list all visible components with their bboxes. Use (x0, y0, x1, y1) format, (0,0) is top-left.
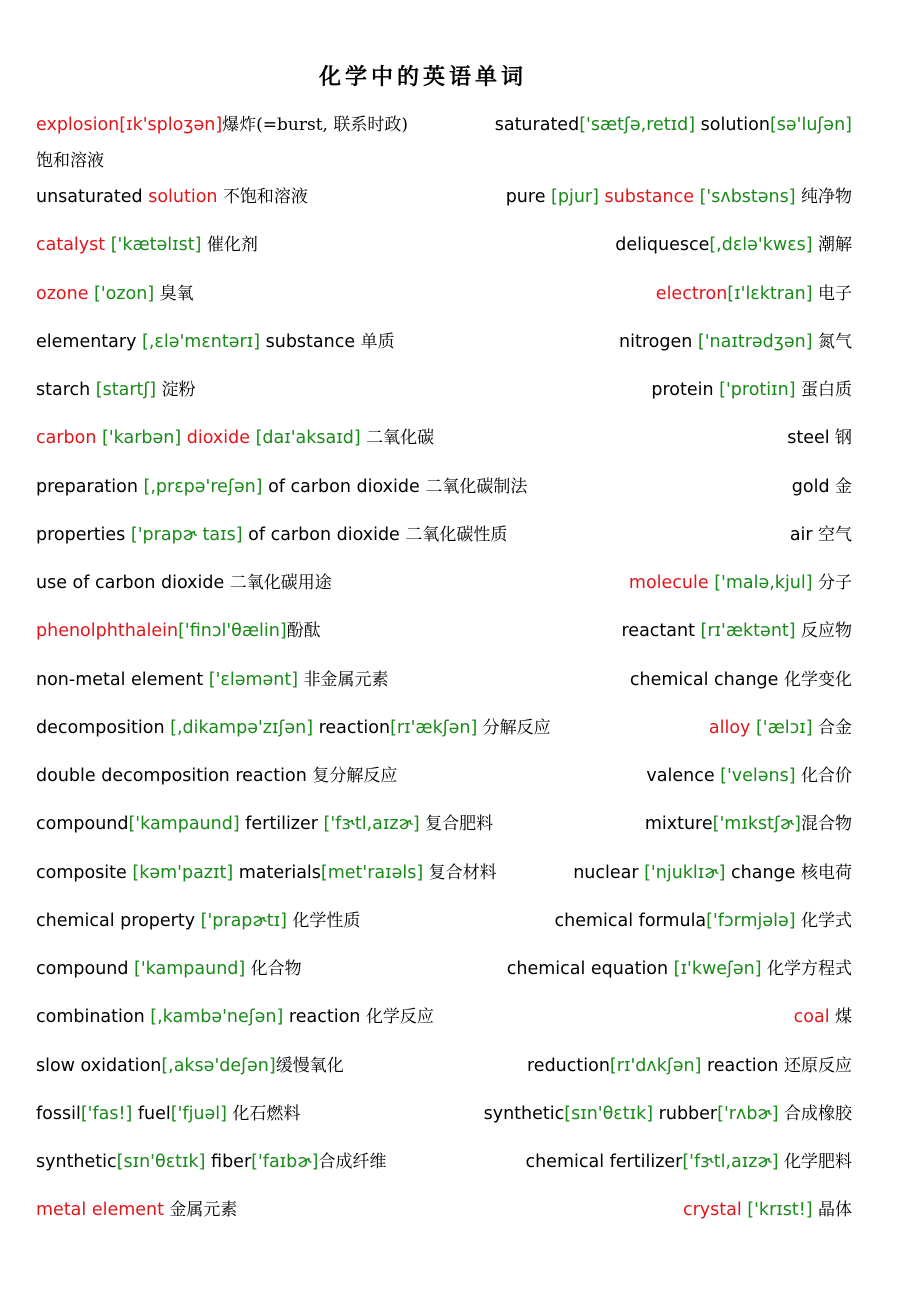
english-term: change (725, 862, 801, 883)
chinese-meaning: 化学方程式 (761, 959, 852, 979)
english-term: slow oxidation (36, 1055, 162, 1076)
phonetic-text: [sɪn'θɛtɪk] (116, 1152, 206, 1172)
chinese-meaning: 金属元素 (164, 1200, 238, 1221)
english-term: fiber (205, 1152, 252, 1172)
english-term: decomposition (36, 717, 171, 738)
english-term: compound (36, 814, 129, 835)
chinese-meaning: 二氧化碳用途 (229, 573, 332, 593)
english-term: solution (695, 115, 770, 135)
page-title: 化学中的英语单词 (318, 64, 527, 90)
chinese-meaning: 单质 (360, 331, 395, 352)
english-term: reduction (527, 1055, 610, 1076)
phonetic-text: [,ɛlə'mɛntərɪ] (142, 331, 261, 352)
chinese-meaning: 合成纤维 (318, 1152, 387, 1172)
vocab-entry-right (787, 427, 852, 449)
english-term: reaction (313, 717, 391, 738)
chinese-meaning: 蛋白质 (795, 380, 852, 400)
english-term: reaction (283, 1007, 366, 1028)
phonetic-text: ['fjuəl] (170, 1103, 227, 1124)
english-term: chemical equation (506, 959, 674, 979)
english-term: of carbon dioxide (262, 476, 426, 497)
chinese-meaning: 合金 (812, 717, 852, 738)
english-term: of carbon dioxide (242, 524, 406, 545)
chinese-meaning: 合成橡胶 (778, 1103, 852, 1124)
english-term: double decomposition reaction (36, 766, 313, 786)
english-term: air (789, 524, 813, 545)
chinese-meaning: 钢 (829, 428, 852, 449)
phonetic-text: ['njuklɪɚ] (644, 862, 726, 883)
vocab-entry-left (36, 1055, 344, 1077)
phonetic-text: ['protiɪn] (719, 380, 796, 400)
vocab-entry-right (709, 717, 852, 739)
vocab-entry-left (36, 150, 104, 172)
phonetic-text: [,dɛlə'kwɛs] (709, 235, 813, 256)
phonetic-text: [rɪ'ækʃən] (390, 717, 478, 738)
phonetic-text: ['faɪbɚ] (251, 1152, 319, 1172)
vocab-entry-right (683, 1199, 852, 1221)
phonetic-text: [daɪ'aksaɪd] (250, 428, 361, 449)
vocab-entry-right (794, 1006, 852, 1028)
phonetic-text: ['malə,kjul] (708, 573, 813, 593)
chinese-meaning: 反应物 (795, 621, 852, 642)
english-term: explosion (36, 115, 120, 135)
english-term: composite (36, 862, 133, 883)
english-term: chemical fertilizer (525, 1152, 683, 1172)
chinese-meaning: 二氧化碳 (360, 428, 435, 449)
vocab-entry-right (792, 476, 852, 498)
phonetic-text: [rɪ'dʌkʃən] (609, 1055, 702, 1076)
phonetic-text: ['kampaund] (134, 959, 246, 979)
phonetic-text: ['karbən] (96, 428, 182, 449)
vocab-entry-right (645, 813, 852, 835)
phonetic-text: ['veləns] (720, 766, 796, 786)
phonetic-text: ['prapɚ taɪs] (130, 524, 243, 545)
english-term: properties (36, 524, 131, 545)
vocab-entry-left (36, 234, 258, 256)
vocab-entry-left (36, 1103, 300, 1125)
chinese-meaning: 化学性质 (286, 910, 361, 931)
phonetic-text: [sɪn'θɛtɪk] (564, 1103, 654, 1124)
vocab-entry-left (36, 427, 434, 449)
english-term: dioxide (181, 428, 250, 449)
vocab-entry-left (36, 186, 308, 208)
chinese-meaning: 晶体 (812, 1200, 852, 1221)
vocab-entry-left (36, 1199, 237, 1221)
chinese-meaning: 化学反应 (365, 1007, 434, 1028)
vocab-entry-right (506, 186, 852, 208)
phonetic-text: ['ozon] (88, 283, 155, 304)
vocab-entry-right (656, 283, 852, 305)
vocab-entry-left (36, 765, 397, 787)
english-term: starch (36, 380, 96, 400)
phonetic-text: ['fɝtl,aɪzɚ] (682, 1152, 779, 1172)
vocab-entry-right (651, 379, 852, 401)
english-term: chemical change (629, 669, 784, 690)
vocab-entry-left (36, 910, 360, 932)
english-term: nuclear (573, 862, 645, 883)
phonetic-text: ['sʌbstəns] (694, 187, 796, 207)
english-term: compound (36, 959, 135, 979)
vocab-entry-right (622, 620, 853, 642)
english-term: synthetic (483, 1103, 565, 1124)
vocab-entry-left (36, 476, 527, 498)
english-term: phenolphthalein (36, 621, 179, 642)
english-term: crystal (682, 1200, 742, 1221)
english-term: synthetic (36, 1152, 117, 1172)
english-term: alloy (708, 717, 751, 738)
vocab-entry-left (36, 283, 194, 305)
english-term: chemical property (36, 910, 201, 931)
phonetic-text: ['prapɚtɪ] (200, 910, 287, 931)
chinese-meaning: 核电荷 (801, 862, 852, 883)
english-term: steel (787, 428, 830, 449)
english-term: use of carbon dioxide (36, 573, 230, 593)
phonetic-text: ['fas!] (80, 1103, 133, 1124)
vocab-entry-right (573, 862, 852, 884)
chinese-meaning: 非金属元素 (298, 669, 389, 690)
english-term: ozone (36, 283, 89, 304)
vocab-entry-right (646, 765, 852, 787)
chinese-meaning: 复分解反应 (312, 766, 398, 786)
chinese-meaning: 空气 (812, 524, 852, 545)
chinese-meaning: 分子 (812, 573, 852, 593)
vocab-entry-right (615, 234, 852, 256)
chinese-meaning: 催化剂 (201, 235, 258, 256)
chinese-meaning: 氮气 (812, 331, 852, 352)
vocab-entry-left (36, 572, 332, 594)
english-term: mixture (644, 814, 713, 835)
chinese-meaning: 潮解 (812, 235, 852, 256)
english-term: substance (260, 331, 361, 352)
phonetic-text: ['finɔl'θælin] (178, 621, 287, 642)
english-term: nitrogen (619, 331, 698, 352)
english-term: molecule (628, 573, 709, 593)
phonetic-text: ['rʌbɚ] (717, 1103, 779, 1124)
chinese-meaning: 淀粉 (156, 380, 196, 400)
phonetic-text: ['fɝtl,aɪzɚ] (323, 814, 420, 835)
chinese-meaning: 化合物 (245, 959, 302, 979)
chinese-meaning: 化学式 (795, 910, 852, 931)
english-term: catalyst (36, 235, 106, 256)
english-term: rubber (653, 1103, 718, 1124)
vocab-entry-left (36, 958, 302, 980)
english-term: metal element (36, 1200, 164, 1221)
phonetic-text: [,prɛpə'reʃən] (143, 476, 263, 497)
english-term: coal (793, 1007, 830, 1028)
phonetic-text: ['mɪkstʃɚ] (712, 814, 801, 835)
chinese-meaning: 二氧化碳性质 (405, 524, 508, 545)
phonetic-text: ['krɪst!] (741, 1200, 813, 1221)
english-term: unsaturated (36, 187, 149, 207)
chinese-meaning: 化石燃料 (226, 1103, 301, 1124)
english-term: gold (791, 476, 830, 497)
english-term: protein (651, 380, 720, 400)
english-term: pure (505, 187, 552, 207)
chinese-meaning: 酚酞 (286, 621, 321, 642)
phonetic-text: ['sætʃə,retɪd] (579, 115, 696, 135)
english-term: fossil (36, 1103, 81, 1124)
phonetic-text: [pjur] (551, 187, 599, 207)
phonetic-text: [ɪ'kweʃən] (673, 959, 762, 979)
vocab-entry-right (527, 1055, 852, 1077)
english-term: solution (148, 187, 218, 207)
vocab-entry-right (525, 1151, 852, 1173)
chinese-meaning: 分解反应 (477, 717, 551, 738)
chinese-meaning: 化合价 (795, 766, 852, 786)
english-term: fuel (132, 1103, 171, 1124)
vocab-entry-right (555, 910, 852, 932)
vocab-entry-right (629, 572, 852, 594)
chinese-meaning: 化学变化 (784, 669, 852, 690)
chinese-meaning: 复合材料 (423, 862, 497, 883)
english-term: [ɪk'sploʒən] (119, 115, 223, 135)
vocab-entry-right (507, 958, 852, 980)
vocab-entry-left (36, 114, 408, 136)
vocab-entry-left (36, 1151, 386, 1173)
english-term: substance (598, 187, 695, 207)
vocab-entry-left (36, 1006, 434, 1028)
phonetic-text: [met'raɪəls] (320, 862, 424, 883)
phonetic-text: [rɪ'æktənt] (700, 621, 796, 642)
english-term: reaction (701, 1055, 784, 1076)
english-term: elementary (36, 331, 142, 352)
phonetic-text: [kəm'pazɪt] (132, 862, 234, 883)
english-term: fertilizer (239, 814, 324, 835)
english-term: combination (36, 1007, 151, 1028)
english-term: preparation (36, 476, 144, 497)
chinese-meaning: 还原反应 (784, 1055, 852, 1076)
phonetic-text: [ɪ'lɛktran] (727, 283, 813, 304)
vocab-entry-right (484, 1103, 852, 1125)
vocab-entry-right (495, 114, 852, 136)
english-term: carbon (36, 428, 97, 449)
english-term: materials (233, 862, 321, 883)
vocab-entry-left (36, 620, 321, 642)
phonetic-text: [sə'luʃən] (769, 115, 852, 135)
chinese-meaning: 煤 (829, 1007, 852, 1028)
english-term: deliquesce (615, 235, 710, 256)
vocab-entry-right (630, 669, 852, 691)
phonetic-text: [,dikampə'zɪʃən] (170, 717, 314, 738)
chinese-meaning: 金 (829, 476, 852, 497)
vocab-entry-left (36, 862, 497, 884)
phonetic-text: [,aksə'deʃən] (161, 1055, 276, 1076)
vocab-entry-left (36, 524, 507, 546)
english-term: saturated (494, 115, 580, 135)
chinese-meaning: 爆炸(=burst, 联系时政) (222, 115, 408, 135)
phonetic-text: [startʃ] (95, 380, 157, 400)
chinese-meaning: 化学肥料 (778, 1152, 852, 1172)
chinese-meaning: 电子 (812, 283, 852, 304)
vocab-entry-left (36, 379, 196, 401)
phonetic-text: ['fɔrmjələ] (706, 910, 796, 931)
chinese-meaning: 二氧化碳制法 (425, 476, 528, 497)
chinese-meaning: 复合肥料 (419, 814, 494, 835)
english-term: chemical formula (554, 910, 707, 931)
vocab-entry-right (619, 331, 852, 353)
chinese-meaning: 不饱和溶液 (217, 187, 308, 207)
chinese-meaning: 纯净物 (795, 187, 852, 207)
english-term: non-metal element (36, 669, 209, 690)
phonetic-text: [,kambə'neʃən] (150, 1007, 284, 1028)
chinese-meaning: 饱和溶液 (36, 151, 104, 171)
phonetic-text: ['ɛləmənt] (208, 669, 299, 690)
vocab-entry-right (790, 524, 852, 546)
chinese-meaning: 缓慢氧化 (275, 1055, 344, 1076)
english-term: reactant (621, 621, 701, 642)
phonetic-text: ['naɪtrədʒən] (697, 331, 813, 352)
phonetic-text: ['kampaund] (128, 814, 240, 835)
vocab-entry-left (36, 717, 551, 739)
phonetic-text: ['ælɔɪ] (750, 717, 813, 738)
english-term: electron (655, 283, 728, 304)
chinese-meaning: 混合物 (801, 814, 852, 835)
phonetic-text: ['kætəlɪst] (105, 235, 202, 256)
chinese-meaning: 臭氧 (154, 283, 194, 304)
vocab-entry-left (36, 331, 395, 353)
vocab-entry-left (36, 669, 389, 691)
vocab-entry-left (36, 813, 493, 835)
english-term: valence (646, 766, 721, 786)
